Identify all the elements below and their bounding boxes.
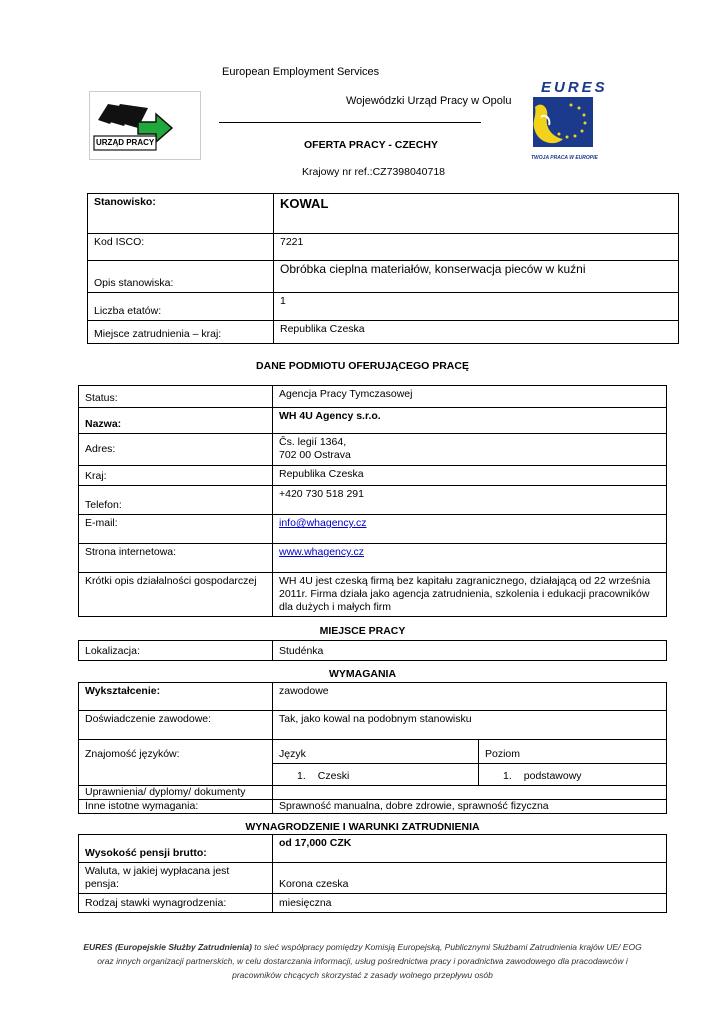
table-row [79,894,667,913]
table-row [79,466,667,486]
footer-line-1-text: to sieć współpracy pomiędzy Komisją Europejską, Publicznymi Służbami Zatrudnienia krajów UE/ EOG [251,942,642,952]
footer-line-1 [70,941,655,954]
gross-salary-label: Wysokość pensji brutto: [79,835,273,863]
table-row [88,293,679,321]
address-line-2: 702 00 Ostrava [279,449,351,461]
table-row [79,573,667,617]
rate-type-value: miesięczna [273,894,667,913]
workplace-section-title: MIEJSCE PRACY [319,625,406,637]
table-row [79,641,667,661]
count-value: 1 [274,293,679,321]
currency-label: Waluta, w jakiej wypłacana jest pensja: [79,863,273,894]
table-row [79,786,667,800]
count-label: Liczba etatów: [88,293,274,321]
table-row [79,835,667,863]
table-row [79,386,667,408]
experience-label: Doświadczenie zawodowe: [79,711,273,740]
eures-logo-text: EURES [541,79,608,96]
table-row [79,740,667,764]
table-row [79,486,667,515]
level-number: 1. [503,770,512,782]
table-row [79,408,667,434]
other-requirements-label: Inne istotne wymagania: [79,800,273,814]
activity-value: WH 4U jest czeską firmą bez kapitału zagranicznego, działającą od 22 września 2011r. Firma działa jako agencja zatrudnienia, szkolenia i edukacji pracowników dla dużych i małych firm [273,573,667,617]
table-row [88,194,679,234]
level-value: podstawowy [523,770,582,782]
eures-tagline: TWOJA PRACA W EUROPIE [531,155,598,161]
language-entry [273,764,479,786]
salary-section-title: WYNAGRODZENIE I WARUNKI ZATRUDNIENIA [245,821,480,833]
isco-label: Kod ISCO: [88,234,274,261]
office-name: Wojewódzki Urząd Pracy w Opolu [346,95,512,107]
table-row [79,434,667,466]
level-entry [479,764,667,786]
footer-line-2: oraz innych organizacji partnerskich, w celu dostarczania informacji, usług pośrednictwa pracy i poradnictwa zawodowego dla pracodawców i [97,956,628,966]
workplace-table [78,640,667,661]
languages-label: Znajomość języków: [79,740,273,786]
table-row [79,800,667,814]
language-number: 1. [297,770,306,782]
gross-salary-value: od 17,000 CZK [273,835,667,863]
footer-eures-name: EURES (Europejskie Służby Zatrudnienia) [83,942,252,952]
phone-value: +420 730 518 291 [273,486,667,515]
position-label: Stanowisko: [88,194,274,234]
email-label: E-mail: [79,515,273,544]
experience-value: Tak, jako kowal na podobnym stanowisku [273,711,667,740]
table-row [79,544,667,573]
job-table [87,193,679,344]
table-row [88,234,679,261]
location-value: Studénka [273,641,667,661]
urzad-pracy-logo-text: URZĄD PRACY [96,138,155,147]
table-row [79,711,667,740]
status-value: Agencja Pracy Tymczasowej [273,386,667,408]
email-link[interactable]: info@whagency.cz [279,517,367,529]
reference-number: Krajowy nr ref.:CZ7398040718 [302,166,445,178]
table-row [88,321,679,344]
description-value: Obróbka cieplna materiałów, konserwacja pieców w kuźni [274,261,679,293]
table-row [79,683,667,711]
language-value: Czeski [317,770,350,782]
employer-section-title: DANE PODMIOTU OFERUJĄCEGO PRACĘ [256,360,469,372]
country-value: Republika Czeska [273,466,667,486]
education-value: zawodowe [273,683,667,711]
employer-table [78,385,667,617]
level-column-header: Poziom [479,740,667,764]
header-divider [219,122,481,123]
table-row [88,261,679,293]
ees-label: European Employment Services [222,66,380,78]
requirements-section-title: WYMAGANIA [328,668,397,680]
other-requirements-value: Sprawność manualna, dobre zdrowie, sprawność fizyczna [273,800,667,814]
permissions-value [273,786,667,800]
website-link[interactable]: www.whagency.cz [279,546,365,558]
country-label: Kraj: [79,466,273,486]
salary-table [78,834,667,913]
table-row [79,863,667,894]
education-label: Wykształcenie: [79,683,273,711]
rate-type-label: Rodzaj stawki wynagrodzenia: [79,894,273,913]
phone-label: Telefon: [79,486,273,515]
website-label: Strona internetowa: [79,544,273,573]
permissions-label: Uprawnienia/ dyplomy/ dokumenty [79,786,273,800]
location-label: Lokalizacja: [79,641,273,661]
language-column-header: Język [273,740,479,764]
activity-label: Krótki opis działalności gospodarczej [79,573,273,617]
position-value: KOWAL [274,194,679,234]
page-title: OFERTA PRACY - CZECHY [304,139,438,151]
currency-value: Korona czeska [273,863,667,894]
name-label: Nazwa: [79,408,273,434]
description-label: Opis stanowiska: [88,261,274,293]
address-label: Adres: [79,434,273,466]
eures-logo [527,77,608,165]
address-value [273,434,667,466]
table-row [79,515,667,544]
requirements-table [78,682,667,814]
place-value: Republika Czeska [274,321,679,344]
urzad-pracy-logo [89,91,201,160]
footer-line-3: pracowników chcących skorzystać z zasady wolnego przepływu osób [232,970,493,980]
name-value: WH 4U Agency s.r.o. [273,408,667,434]
isco-value: 7221 [274,234,679,261]
place-label: Miejsce zatrudnienia – kraj: [88,321,274,344]
status-label: Status: [79,386,273,408]
address-line-1: Čs. legií 1364, [279,436,347,448]
